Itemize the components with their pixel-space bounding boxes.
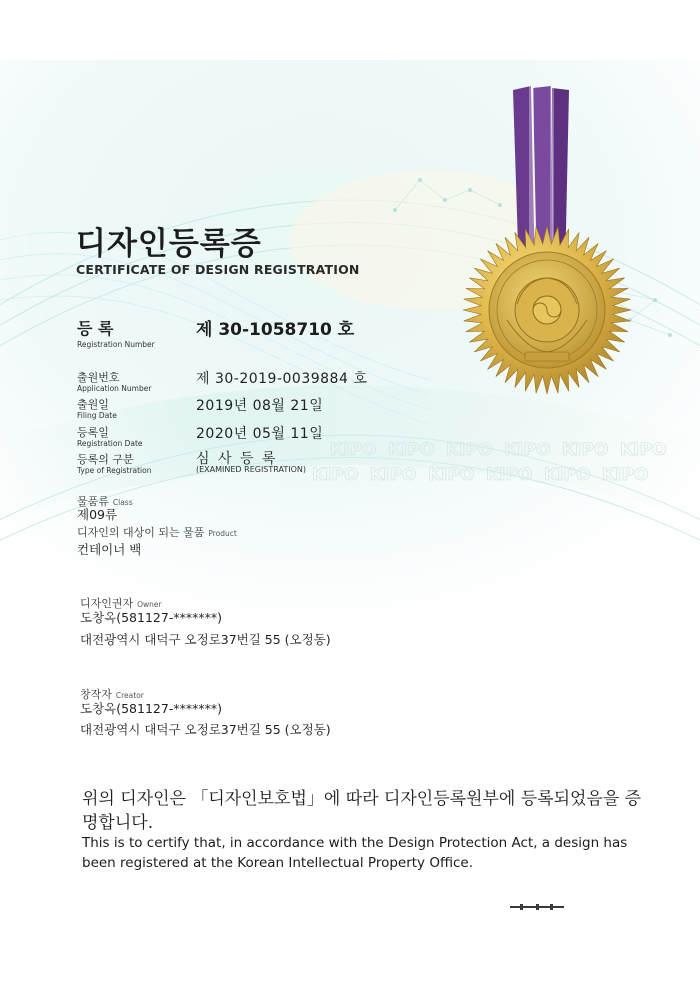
product-label-ko: 디자인의 대상이 되는 물품 xyxy=(77,526,205,539)
registration-number: 제 30-1058710 호 xyxy=(196,320,355,340)
creator-label-en: Creator xyxy=(115,691,144,700)
certification-statement-en: This is to certify that, in accordance with the Design Protection Act, a design has been registered at the Korean Intellectual Property Office. xyxy=(82,835,628,871)
kipo-watermark-text: KIPO xyxy=(370,465,417,485)
owner-label-en: Owner xyxy=(137,600,162,609)
registration-type-value-en: (EXAMINED REGISTRATION) xyxy=(196,465,307,474)
kipo-watermark-text: KIPO xyxy=(388,440,435,460)
kipo-watermark-text: KIPO xyxy=(446,440,493,460)
product-label-en: Product xyxy=(208,529,237,538)
owner-label-ko: 디자인권자 xyxy=(80,597,134,610)
filing-date-label-en: Filing Date xyxy=(77,411,117,420)
filing-date-value: 2019년 08월 21일 xyxy=(196,398,324,414)
kipo-watermark-text: KIPO xyxy=(562,440,609,460)
creator-name: 도창옥(581127-*******) xyxy=(80,701,222,716)
kipo-watermark-text: KIPO xyxy=(428,465,475,485)
registration-label-en: Registration Number xyxy=(77,340,155,349)
certificate-title-ko: 디자인등록증 xyxy=(76,226,262,262)
creator-address: 대전광역시 대덕구 오정로37번길 55 (오정동) xyxy=(80,722,331,737)
kipo-watermark-text: KIPO xyxy=(330,440,377,460)
application-number-label-en: Application Number xyxy=(77,384,152,393)
gold-seal-icon xyxy=(462,225,632,395)
owner-address: 대전광역시 대덕구 오정로37번길 55 (오정동) xyxy=(80,632,331,647)
signature-mark xyxy=(510,904,564,910)
registration-date-label-en: Registration Date xyxy=(77,439,143,448)
registration-label-ko: 등 록 xyxy=(77,319,114,338)
certification-statement-ko: 위의 디자인은 「디자인보호법」에 따라 디자인등록원부에 등록되었음을 증명합니다. xyxy=(82,789,642,833)
class-value: 제09류 xyxy=(77,507,118,522)
registration-type-label-en: Type of Registration xyxy=(77,466,152,475)
kipo-watermark-text: KIPO xyxy=(486,465,533,485)
kipo-watermark-text: KIPO xyxy=(312,465,359,485)
owner-name: 도창옥(581127-*******) xyxy=(80,610,222,625)
kipo-watermark-text: KIPO xyxy=(602,465,649,485)
registration-date-value: 2020년 05월 11일 xyxy=(196,426,324,442)
kipo-watermark-text: KIPO xyxy=(544,465,591,485)
product-value: 컨테이너 백 xyxy=(77,542,142,557)
class-label-en: Class xyxy=(112,498,133,507)
kipo-watermark-text: KIPO xyxy=(620,440,667,460)
class-label-ko: 물품류 xyxy=(77,495,109,508)
certificate-title-en: CERTIFICATE OF DESIGN REGISTRATION xyxy=(76,262,360,277)
registration-type-label-ko: 등록의 구분 xyxy=(77,453,134,466)
application-number-label-ko: 출원번호 xyxy=(77,371,120,384)
registration-date-label-ko: 등록일 xyxy=(77,426,109,439)
application-number-value: 제 30-2019-0039884 호 xyxy=(196,371,368,387)
creator-label-ko: 창작자 xyxy=(80,688,112,701)
filing-date-label-ko: 출원일 xyxy=(77,398,109,411)
kipo-watermark-text: KIPO xyxy=(504,440,551,460)
registration-type-value: 심 사 등 록 xyxy=(196,451,278,467)
product-label xyxy=(77,521,237,540)
